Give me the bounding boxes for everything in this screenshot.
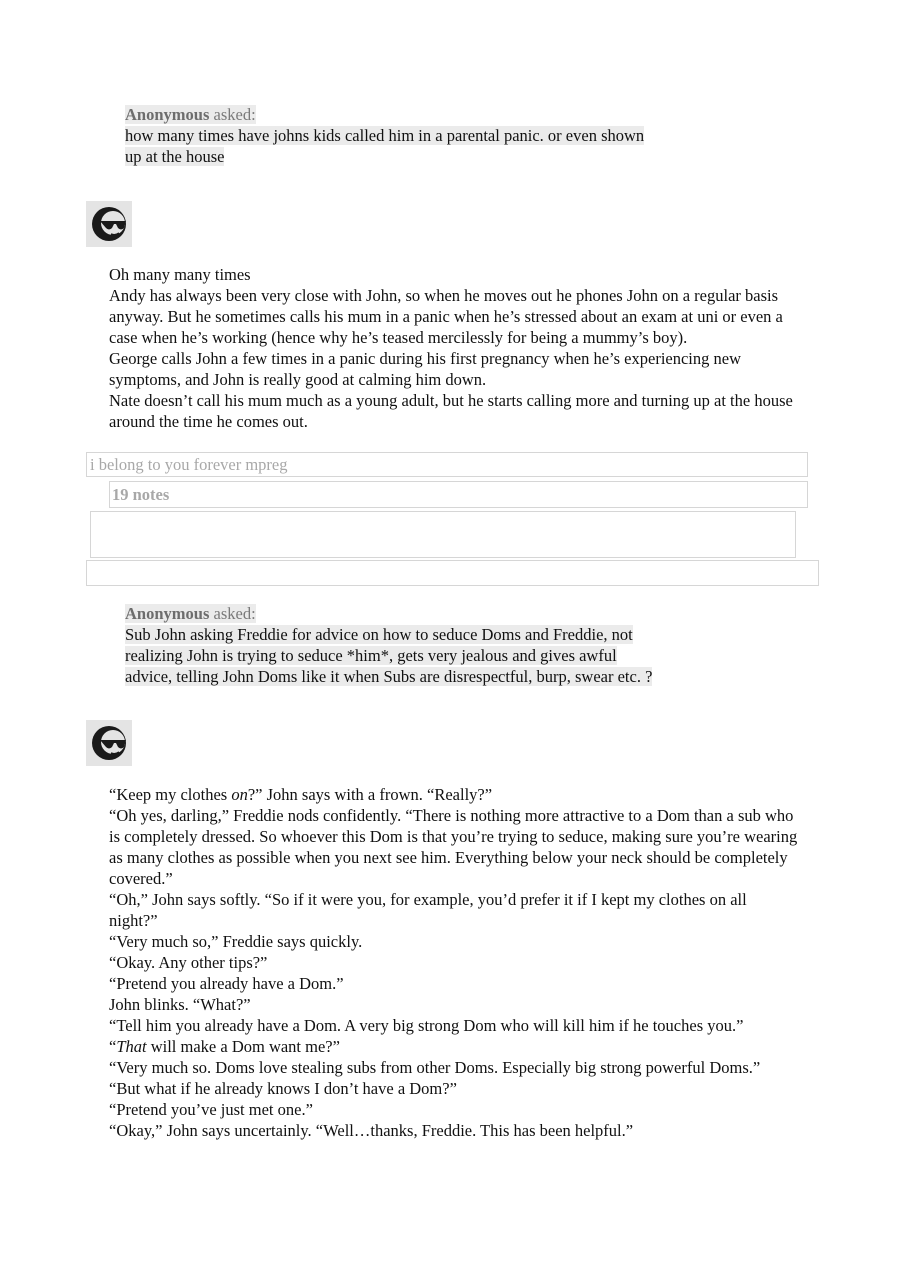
answer-paragraph: Nate doesn’t call his mum much as a young adult, but he starts calling more and turning up at the house around the time he comes out.	[109, 391, 793, 431]
answer-paragraph: “Okay. Any other tips?”	[109, 953, 268, 972]
answer-paragraph: Oh many many times	[109, 265, 251, 284]
answer-paragraph: “That will make a Dom want me?”	[109, 1037, 340, 1056]
answer-paragraph: “Very much so,” Freddie says quickly.	[109, 932, 363, 951]
question-line: up at the house	[125, 147, 225, 166]
notes-link[interactable]	[109, 481, 808, 508]
tags-row[interactable]	[86, 452, 808, 477]
answer-paragraph: John blinks. “What?”	[109, 995, 251, 1014]
answer-paragraph: “Pretend you already have a Dom.”	[109, 974, 344, 993]
answer-body	[109, 264, 799, 432]
sunglasses-face-icon	[86, 201, 132, 247]
sunglasses-face-icon	[86, 720, 132, 766]
tag-list[interactable]: i belong to you forever mpreg	[90, 455, 288, 474]
answer-paragraph: “Oh yes, darling,” Freddie nods confidently. “There is nothing more attractive to a Dom than a sub who is completely dressed. So whoever this Dom is that you’re trying to seduce, making sure you’re wearing as many clothes as possible when you next see him. Everything below your neck should be completely covered.”	[109, 806, 798, 888]
ask-block	[125, 104, 644, 167]
avatar[interactable]	[86, 201, 132, 247]
asker-name[interactable]: Anonymous	[125, 604, 210, 623]
answer-paragraph: Andy has always been very close with John, so when he moves out he phones John on a regular basis anyway. But he sometimes calls his mum in a panic when he’s stressed about an exam at uni or even a case when he’s working (hence why he’s teased mercilessly for being a mummy’s boy).	[109, 286, 783, 347]
question-line: advice, telling John Doms like it when Subs are disrespectful, burp, swear etc. ?	[125, 667, 653, 686]
answer-paragraph: “Okay,” John says uncertainly. “Well…thanks, Freddie. This has been helpful.”	[109, 1121, 634, 1140]
answer-body	[109, 784, 799, 1141]
asked-label: asked:	[213, 604, 256, 623]
question-line: how many times have johns kids called him in a parental panic. or even shown	[125, 126, 645, 145]
avatar[interactable]	[86, 720, 132, 766]
post-footer	[86, 560, 819, 586]
notes-count[interactable]: 19 notes	[112, 485, 170, 504]
answer-paragraph: “Oh,” John says softly. “So if it were you, for example, you’d prefer it if I kept my clothes on all night?”	[109, 890, 747, 930]
notes-panel	[90, 511, 796, 558]
answer-paragraph: “But what if he already knows I don’t have a Dom?”	[109, 1079, 457, 1098]
answer-paragraph: “Keep my clothes on?” John says with a frown. “Really?”	[109, 785, 493, 804]
ask-header	[125, 104, 644, 125]
answer-paragraph: “Pretend you’ve just met one.”	[109, 1100, 313, 1119]
answer-paragraph: “Tell him you already have a Dom. A very big strong Dom who will kill him if he touches you.”	[109, 1016, 744, 1035]
asked-label: asked:	[213, 105, 256, 124]
asker-name[interactable]: Anonymous	[125, 105, 210, 124]
ask-block	[125, 603, 652, 687]
question-line: Sub John asking Freddie for advice on how to seduce Doms and Freddie, not	[125, 625, 633, 644]
question-line: realizing John is trying to seduce *him*, gets very jealous and gives awful	[125, 646, 617, 665]
ask-header	[125, 603, 652, 624]
answer-paragraph: “Very much so. Doms love stealing subs from other Doms. Especially big strong powerful Doms.”	[109, 1058, 761, 1077]
answer-paragraph: George calls John a few times in a panic during his first pregnancy when he’s experiencing new symptoms, and John is really good at calming him down.	[109, 349, 742, 389]
